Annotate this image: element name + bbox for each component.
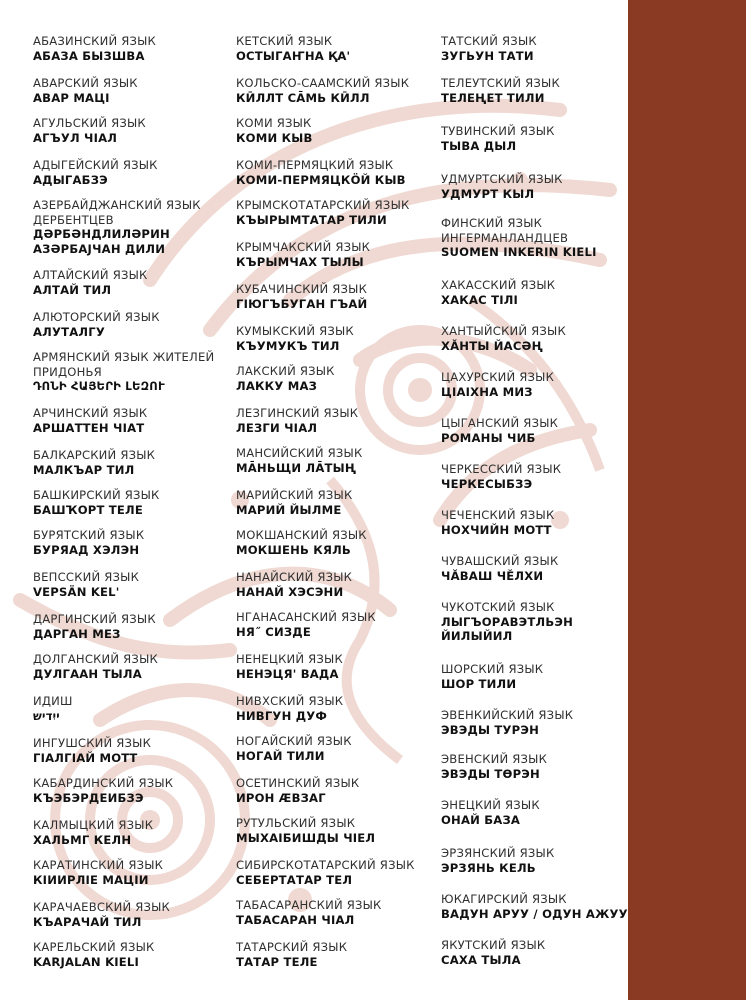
- language-name-russian: БУРЯТСКИЙ ЯЗЫК: [33, 528, 145, 542]
- language-name-russian: КОЛЬСКО-СААМСКИЙ ЯЗЫК: [236, 76, 410, 90]
- language-name-native: КЪРЫМЧАХ ТЫЛЫ: [236, 254, 364, 269]
- language-entry: [236, 858, 441, 887]
- language-entry: [236, 240, 441, 269]
- language-name-russian: МАРИЙСКИЙ ЯЗЫК: [236, 488, 353, 502]
- language-name-native: ЭВЭДЫ ТУРЭН: [441, 722, 539, 737]
- language-name-russian: КРЫМСКОТАТАРСКИЙ ЯЗЫК: [236, 198, 410, 212]
- language-name-russian: АРМЯНСКИЙ ЯЗЫК ЖИТЕЛЕЙ: [33, 350, 215, 364]
- language-entry: [236, 488, 441, 517]
- language-entry: [236, 898, 441, 927]
- language-name-native: УДМУРТ КЫЛ: [441, 186, 535, 201]
- language-name-native: МАРИЙ ЙЫЛМЕ: [236, 502, 342, 517]
- language-name-russian: НИВХСКИЙ ЯЗЫК: [236, 694, 344, 708]
- language-name-native: КЪАРАЧАЙ ТИЛ: [33, 914, 142, 929]
- language-name-russian: КАЛМЫЦКИЙ ЯЗЫК: [33, 818, 154, 832]
- language-name-native: КОМИ-ПЕРМЯЦКӦЙ КЫВ: [236, 172, 406, 187]
- language-name-russian: БАЛКАРСКИЙ ЯЗЫК: [33, 448, 156, 462]
- language-name-native: ЭРЗЯНЬ КЕЛЬ: [441, 860, 536, 875]
- language-entry: [236, 76, 441, 105]
- language-name-russian: ИДИШ: [33, 694, 73, 708]
- language-name-native: ИРОН ӔВЗАГ: [236, 790, 326, 805]
- language-name-native: ТЫВА ДЫЛ: [441, 138, 517, 153]
- language-name-russian: КАРАТИНСКИЙ ЯЗЫК: [33, 858, 164, 872]
- language-entry: [441, 324, 646, 353]
- language-name-russian: ЛЕЗГИНСКИЙ ЯЗЫК: [236, 406, 359, 420]
- language-name-russian: КАРЕЛЬСКИЙ ЯЗЫК: [33, 940, 155, 954]
- language-entry: [441, 662, 646, 691]
- language-name-native: ГIЮГЪБУГАН ГЪАЙ: [236, 296, 368, 311]
- language-name-russian: СИБИРСКОТАТАРСКИЙ ЯЗЫК: [236, 858, 415, 872]
- language-name-native: ГIАЛГIАЙ МОТТ: [33, 750, 138, 765]
- language-entry: [33, 818, 238, 847]
- language-entry: [441, 124, 646, 153]
- language-name-russian: АРЧИНСКИЙ ЯЗЫК: [33, 406, 148, 420]
- language-entry: [236, 34, 441, 63]
- language-entry: [33, 268, 238, 297]
- language-name-native: КЪЭБЭРДЕИБЗЭ: [33, 790, 144, 805]
- language-name-native: АГЪУЛ ЧIАЛ: [33, 130, 118, 145]
- language-entry: [236, 198, 441, 227]
- language-entry: [236, 776, 441, 805]
- language-name-russian: ТАТАРСКИЙ ЯЗЫК: [236, 940, 348, 954]
- language-entry: [236, 324, 441, 353]
- language-entry: [441, 798, 646, 827]
- language-name-russian: ФИНСКИЙ ЯЗЫК: [441, 216, 543, 230]
- language-entry: [441, 752, 646, 781]
- language-entry: [441, 892, 646, 921]
- language-name-russian: ТАБАСАРАНСКИЙ ЯЗЫК: [236, 898, 382, 912]
- language-name-native: ЦIАIХНА МИЗ: [441, 384, 533, 399]
- language-entry: [236, 364, 441, 393]
- language-name-russian: КУБАЧИНСКИЙ ЯЗЫК: [236, 282, 368, 296]
- language-name-russian: ВЕПССКИЙ ЯЗЫК: [33, 570, 139, 584]
- language-name-russian: АБАЗИНСКИЙ ЯЗЫК: [33, 34, 156, 48]
- language-name-russian: ЭНЕЦКИЙ ЯЗЫК: [441, 798, 540, 812]
- language-name-native: VEPSÄN KEL': [33, 584, 120, 599]
- language-entry: [236, 282, 441, 311]
- language-name-russian: БАШКИРСКИЙ ЯЗЫК: [33, 488, 160, 502]
- language-entry: [441, 370, 646, 399]
- language-entry: [33, 76, 238, 105]
- language-name-russian: ЧЕРКЕССКИЙ ЯЗЫК: [441, 462, 562, 476]
- language-name-russian: ШОРСКИЙ ЯЗЫК: [441, 662, 544, 676]
- language-name-native: ХӐНТЫ ЙАСӘҢ: [441, 338, 543, 353]
- language-entry: [33, 736, 238, 765]
- language-name-native: ДӘРБӘНДЛИЛӘРИН: [33, 227, 170, 241]
- language-name-native: ԴՈՆԻ ՀԱՅԵՐԻ ԼԵԶՈՒ: [33, 379, 165, 393]
- language-name-russian: ЧЕЧЕНСКИЙ ЯЗЫК: [441, 508, 555, 522]
- language-name-native: СЕБЕРТАТАР ТЕЛ: [236, 872, 353, 887]
- language-name-native: ХАКАС ТIЛI: [441, 292, 519, 307]
- language-name-native: АЛТАЙ ТИЛ: [33, 282, 112, 297]
- language-name-native: КЪУМУКЪ ТИЛ: [236, 338, 340, 353]
- language-name-native: ОНАЙ БАЗА: [441, 812, 521, 827]
- language-entry: [441, 938, 646, 967]
- language-entry: [33, 528, 238, 557]
- language-name-russian: РУТУЛЬСКИЙ ЯЗЫК: [236, 816, 356, 830]
- language-name-native: МАЛКЪАР ТИЛ: [33, 462, 135, 477]
- language-entry: [441, 172, 646, 201]
- language-name-native: ЛАККУ МАЗ: [236, 378, 318, 393]
- language-name-russian: ОСЕТИНСКИЙ ЯЗЫК: [236, 776, 360, 790]
- language-name-russian: АЛЮТОРСКИЙ ЯЗЫК: [33, 310, 160, 324]
- language-name-native: ЙИЛЫЙИЛ: [441, 629, 513, 643]
- language-entry: [441, 508, 646, 537]
- language-name-russian: ЦАХУРСКИЙ ЯЗЫК: [441, 370, 555, 384]
- language-entry: [33, 34, 238, 63]
- language-name-native: ЛЫГЪОРАВЭТЛЬЭН: [441, 614, 573, 629]
- language-entry: [33, 488, 238, 517]
- language-name-russian: ХАКАССКИЙ ЯЗЫК: [441, 278, 556, 292]
- language-name-russian: ПРИДОНЬЯ: [33, 364, 102, 379]
- language-name-native: КЪЫРЫМТАТАР ТИЛИ: [236, 212, 387, 227]
- language-name-russian: НОГАЙСКИЙ ЯЗЫК: [236, 734, 352, 748]
- language-entry: [33, 116, 238, 145]
- language-name-native: МЫХАIБИШДЫ ЧIЕЛ: [236, 830, 376, 845]
- language-entry: [236, 406, 441, 435]
- language-name-native: ЛЕЗГИ ЧIАЛ: [236, 420, 318, 435]
- language-name-russian: АДЫГЕЙСКИЙ ЯЗЫК: [33, 158, 158, 172]
- language-entry: [236, 940, 441, 969]
- language-name-russian: КЕТСКИЙ ЯЗЫК: [236, 34, 333, 48]
- language-entry: [441, 76, 646, 105]
- language-name-native: НИВГУН ДУФ: [236, 708, 328, 723]
- language-name-russian: НАНАЙСКИЙ ЯЗЫК: [236, 570, 353, 584]
- language-entry: [441, 708, 646, 737]
- language-entry: [236, 652, 441, 681]
- language-name-native: ייִדיש: [33, 708, 60, 723]
- language-name-native: ХАЛЬМГ КЕЛН: [33, 832, 132, 847]
- language-entry: [33, 858, 238, 887]
- language-name-native: КӢЛЛТ СА̄МЬ КӢЛЛ: [236, 90, 370, 105]
- language-entry: [236, 528, 441, 557]
- language-entry: [33, 776, 238, 805]
- language-name-native: АЛУТАЛГУ: [33, 324, 105, 339]
- language-entry: [236, 694, 441, 723]
- language-entry: [236, 116, 441, 145]
- language-name-russian: ТЕЛЕУТСКИЙ ЯЗЫК: [441, 76, 560, 90]
- language-name-native: ЧЕРКЕСЫБЗЭ: [441, 476, 533, 491]
- language-name-russian: КРЫМЧАКСКИЙ ЯЗЫК: [236, 240, 371, 254]
- language-entry: [236, 816, 441, 845]
- language-name-native: РОМАНЫ ЧИБ: [441, 430, 536, 445]
- language-entry: [441, 462, 646, 491]
- language-name-russian: КОМИ ЯЗЫК: [236, 116, 312, 130]
- language-name-native: ТАБАСАРАН ЧIАЛ: [236, 912, 355, 927]
- language-name-russian: МОКШАНСКИЙ ЯЗЫК: [236, 528, 367, 542]
- language-name-native: АЗӘРБАЈЧАН ДИЛИ: [33, 241, 166, 256]
- language-entry: [236, 570, 441, 599]
- language-name-native: АДЫГАБЗЭ: [33, 172, 108, 187]
- language-name-russian: ЭВЕНКИЙСКИЙ ЯЗЫК: [441, 708, 574, 722]
- language-name-russian: ТУВИНСКИЙ ЯЗЫК: [441, 124, 555, 138]
- language-name-native: ДУЛГААН ТЫЛА: [33, 666, 142, 681]
- language-name-russian: ИНГУШСКИЙ ЯЗЫК: [33, 736, 152, 750]
- language-entry: [33, 694, 238, 723]
- language-name-russian: АВАРСКИЙ ЯЗЫК: [33, 76, 138, 90]
- language-name-russian: ДЕРБЕНТЦЕВ: [33, 212, 114, 227]
- language-entry: [33, 158, 238, 187]
- language-name-russian: ХАНТЫЙСКИЙ ЯЗЫК: [441, 324, 566, 338]
- language-name-russian: ЛАКСКИЙ ЯЗЫК: [236, 364, 335, 378]
- language-name-native: KARJALAN KIELI: [33, 954, 139, 969]
- language-name-native: НОХЧИЙН МОТТ: [441, 522, 552, 537]
- language-name-native: ТЕЛЕҢЕТ ТИЛИ: [441, 90, 545, 105]
- language-entry: [33, 310, 238, 339]
- language-entry: [33, 406, 238, 435]
- language-name-native: НОГАЙ ТИЛИ: [236, 748, 325, 763]
- language-name-russian: КОМИ-ПЕРМЯЦКИЙ ЯЗЫК: [236, 158, 394, 172]
- language-name-russian: МАНСИЙСКИЙ ЯЗЫК: [236, 446, 363, 460]
- language-name-russian: ЭРЗЯНСКИЙ ЯЗЫК: [441, 846, 555, 860]
- language-name-russian: КУМЫКСКИЙ ЯЗЫК: [236, 324, 354, 338]
- language-name-russian: КАБАРДИНСКИЙ ЯЗЫК: [33, 776, 174, 790]
- language-name-native: ЧӐВАШ ЧӖЛХИ: [441, 568, 544, 583]
- language-entry: [441, 34, 646, 63]
- language-entry: [33, 652, 238, 681]
- language-name-native: БУРЯАД ХЭЛЭН: [33, 542, 140, 557]
- language-name-native: НЕНЭЦЯ' ВАДА: [236, 666, 339, 681]
- language-name-russian: ЭВЕНСКИЙ ЯЗЫК: [441, 752, 547, 766]
- language-name-russian: ЦЫГАНСКИЙ ЯЗЫК: [441, 416, 559, 430]
- language-name-native: МОКШЕНЬ КЯЛЬ: [236, 542, 351, 557]
- language-name-native: САХА ТЫЛА: [441, 952, 521, 967]
- language-name-russian: ИНГЕРМАНЛАНДЦЕВ: [441, 230, 569, 245]
- language-name-russian: НГАНАСАНСКИЙ ЯЗЫК: [236, 610, 376, 624]
- language-name-native: АРШАТТЕН ЧIАТ: [33, 420, 145, 435]
- language-name-native: КОМИ КЫВ: [236, 130, 313, 145]
- language-name-native: ЗУГЬУН ТАТИ: [441, 48, 534, 63]
- language-name-russian: ЧУВАШСКИЙ ЯЗЫК: [441, 554, 559, 568]
- language-entry: [236, 610, 441, 639]
- language-name-russian: АЛТАЙСКИЙ ЯЗЫК: [33, 268, 148, 282]
- language-name-russian: ТАТСКИЙ ЯЗЫК: [441, 34, 537, 48]
- language-entry: [33, 940, 238, 969]
- language-entry: [236, 734, 441, 763]
- language-entry: [33, 900, 238, 929]
- language-entry: [33, 448, 238, 477]
- language-name-native: АБАЗА БЫЗШВА: [33, 48, 145, 63]
- language-name-native: АВАР МАЦI: [33, 90, 110, 105]
- language-name-russian: ЮКАГИРСКИЙ ЯЗЫК: [441, 892, 567, 906]
- language-entry: [33, 350, 238, 394]
- language-entry: [236, 446, 441, 475]
- language-entry: [33, 612, 238, 641]
- language-entry: [236, 158, 441, 187]
- language-entry: [441, 216, 646, 260]
- language-entry: [441, 278, 646, 307]
- language-entry: [441, 600, 646, 644]
- language-name-native: БАШҠОРТ ТЕЛЕ: [33, 502, 143, 517]
- language-name-russian: АГУЛЬСКИЙ ЯЗЫК: [33, 116, 146, 130]
- language-name-native: ЭВЭДЫ ТӨРЭН: [441, 766, 540, 781]
- language-name-native: НЯ˝ СИЗДЕ: [236, 624, 311, 639]
- language-name-russian: НЕНЕЦКИЙ ЯЗЫК: [236, 652, 343, 666]
- language-name-russian: УДМУРТСКИЙ ЯЗЫК: [441, 172, 563, 186]
- language-name-native: КIИИРЛIЕ МАЦIИ: [33, 872, 149, 887]
- language-name-native: НАНАЙ ХЭСЭНИ: [236, 584, 344, 599]
- language-name-russian: КАРАЧАЕВСКИЙ ЯЗЫК: [33, 900, 170, 914]
- language-name-native: SUOMEN INKERIN KIELI: [441, 245, 597, 259]
- language-name-russian: ДОЛГАНСКИЙ ЯЗЫК: [33, 652, 158, 666]
- language-entry: [33, 570, 238, 599]
- language-entry: [441, 554, 646, 583]
- language-entry: [33, 198, 238, 256]
- language-entry: [441, 846, 646, 875]
- language-name-native: ОСТЫГАҤНА ҚА': [236, 48, 351, 63]
- language-name-russian: АЗЕРБАЙДЖАНСКИЙ ЯЗЫК: [33, 198, 201, 212]
- language-name-russian: ЧУКОТСКИЙ ЯЗЫК: [441, 600, 555, 614]
- language-name-native: ДАРГАН МЕЗ: [33, 626, 121, 641]
- language-entry: [441, 416, 646, 445]
- language-name-russian: ДАРГИНСКИЙ ЯЗЫК: [33, 612, 156, 626]
- language-name-native: ТАТАР ТЕЛЕ: [236, 954, 318, 969]
- language-name-russian: ЯКУТСКИЙ ЯЗЫК: [441, 938, 546, 952]
- language-name-native: ШОР ТИЛИ: [441, 676, 517, 691]
- language-name-native: ВАДУН АРУУ / ОДУН АЖУУ: [441, 906, 628, 921]
- language-name-native: МА̄НЬЩИ ЛА̄ТЫҢ: [236, 460, 357, 475]
